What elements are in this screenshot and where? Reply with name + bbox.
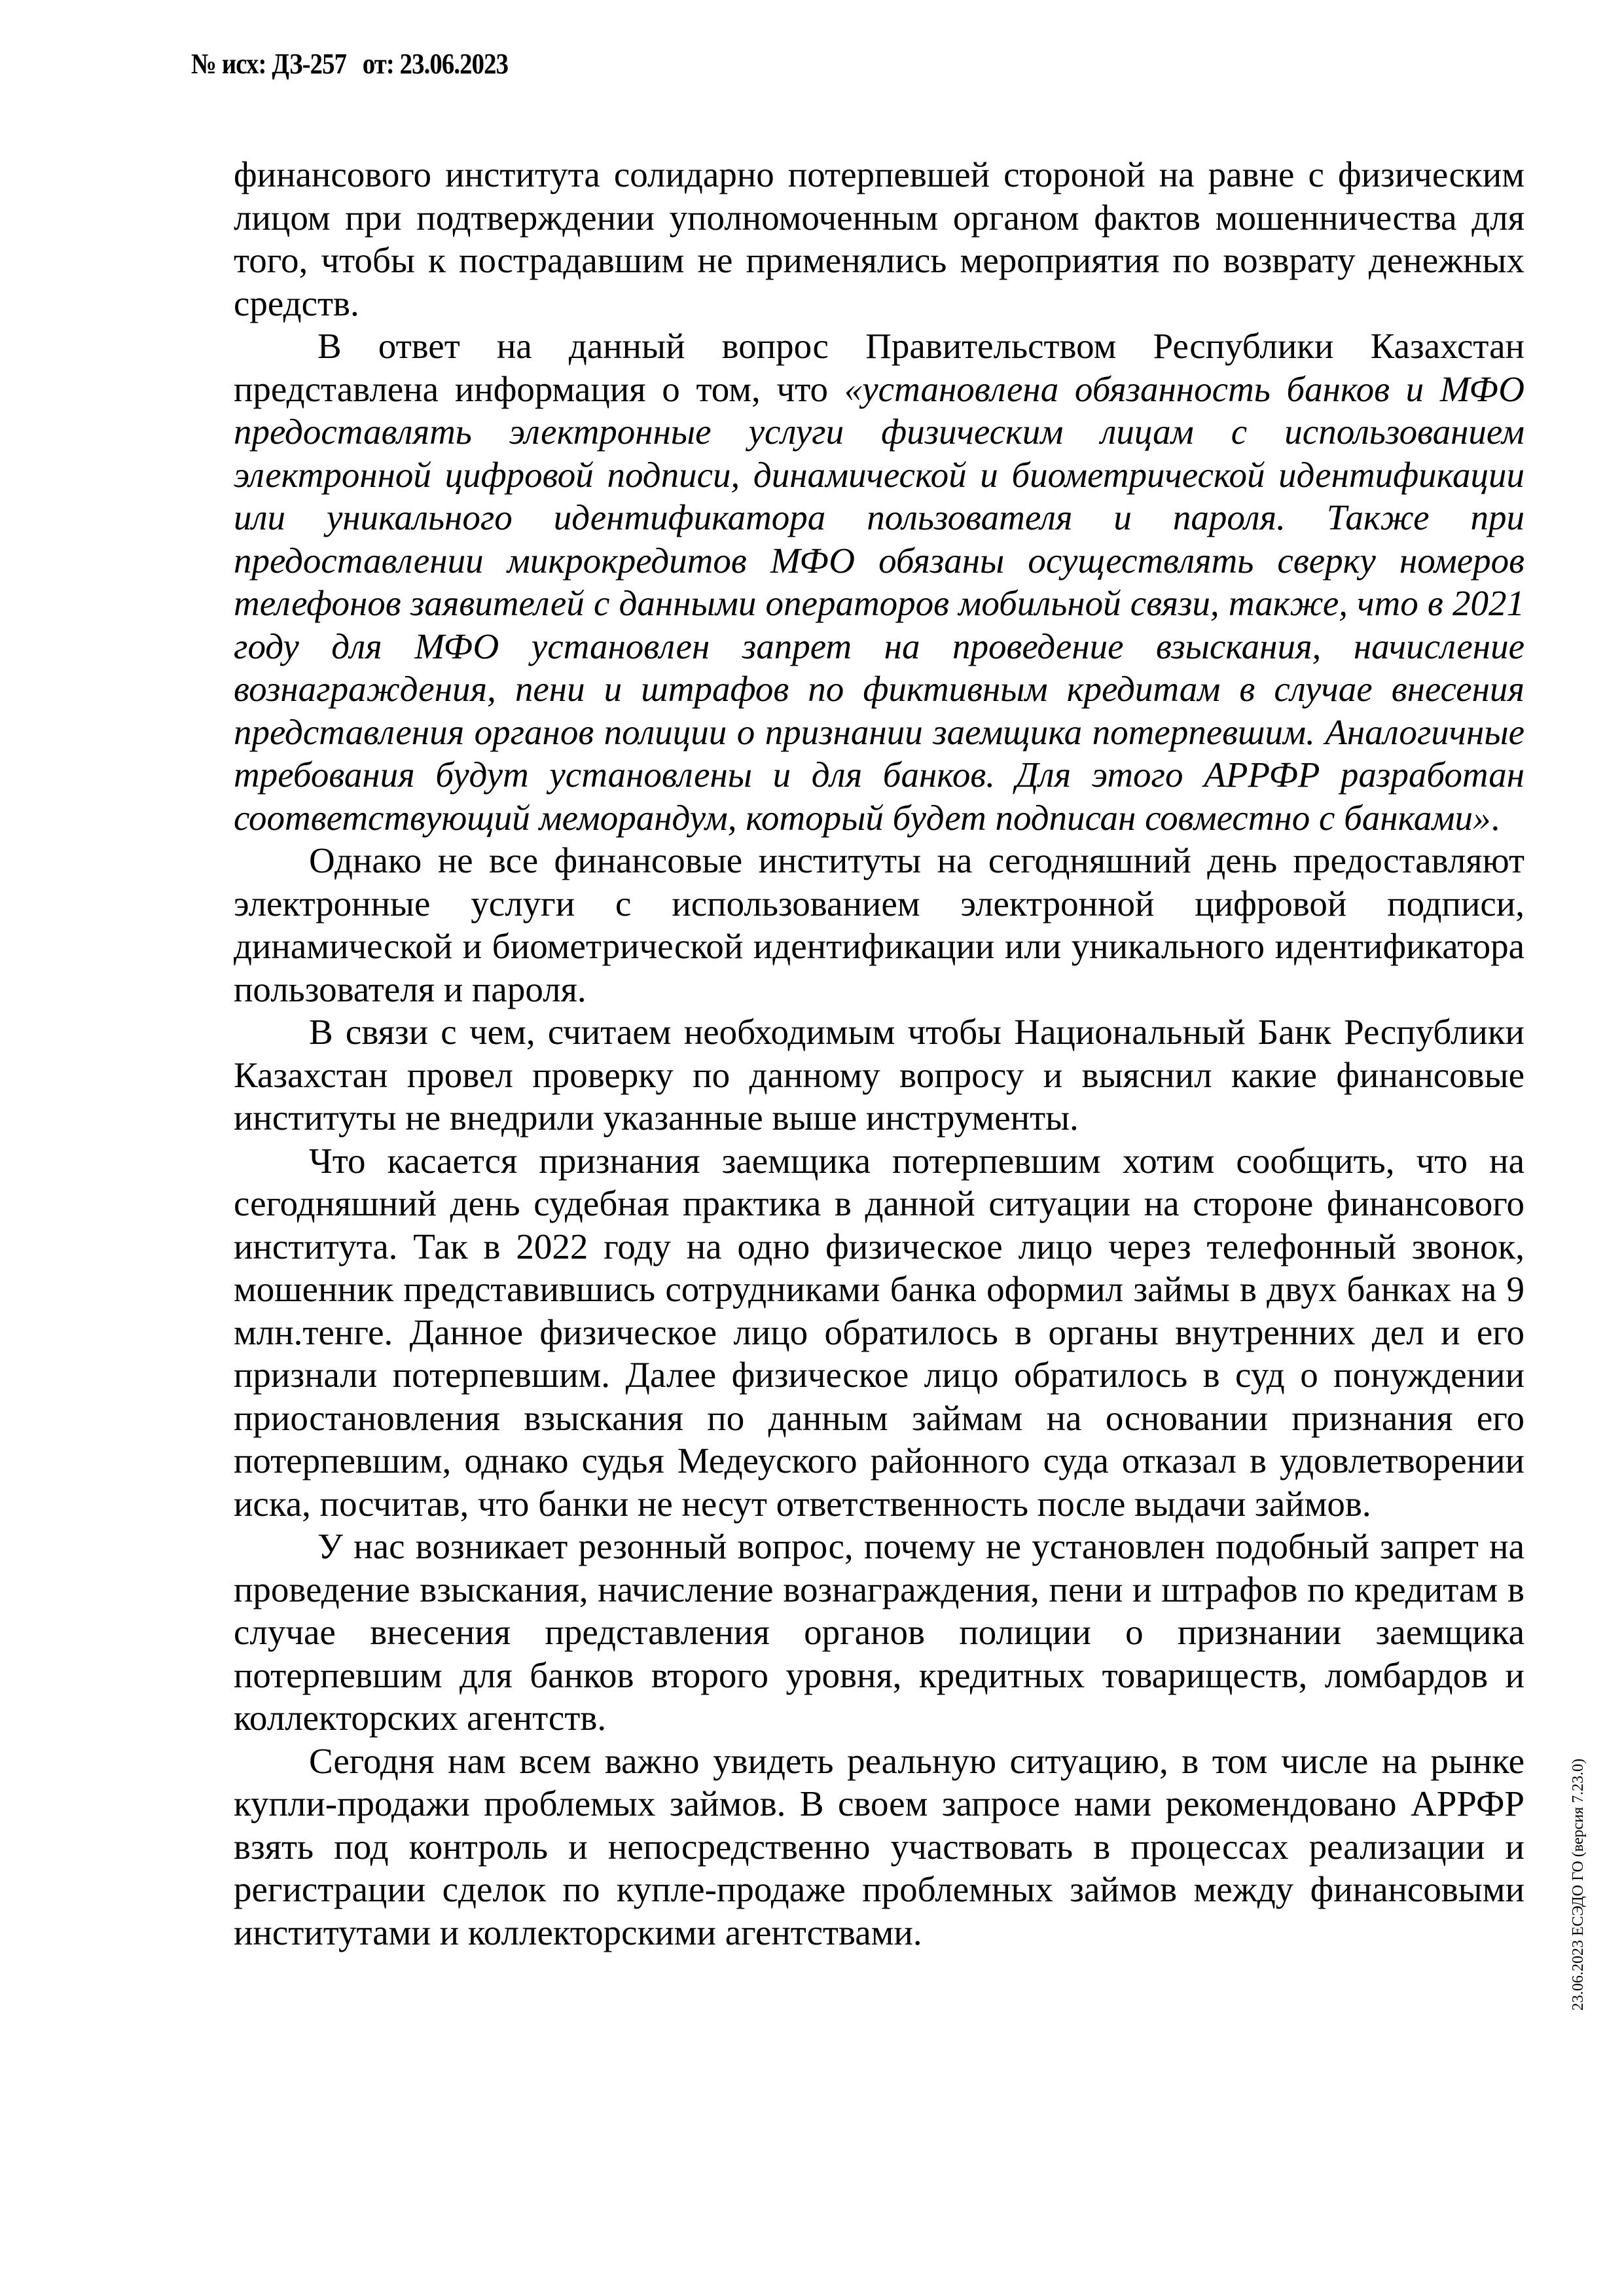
paragraph-6: У нас возникает резонный вопрос, почему не установлен подобный запрет на проведение взыскания, начисление вознаграждения, пени и штрафов по кредитам в случае внесения представления органов полиции о признании заемщика потерпевшим для банков второго уровня, кредитных товариществ, ломбардов и коллекторских агентств. [234,1526,1525,1738]
edms-side-stamp: 23.06.2023 ЕСЭДО ГО (версия 7.23.0) [1570,1758,1587,2011]
outgoing-number-label: № исх: ДЗ-257 [191,48,347,80]
paragraph-5: Что касается признания заемщика потерпевшим хотим сообщить, что на сегодняшний день судебная практика в данной ситуации на стороне финансового института. Так в 2022 году на одно физическое лицо через телефонный звонок, мошенник представившись сотрудниками банка оформил займы в двух банках на 9 млн.тенге. Данное физическое лицо обратилось в органы внутренних дел и его признали потерпевшим. Далее физическое лицо обратилось в суд о понуждении приостановления взыскания по данным займам на основании признания его потерпевшим, однако судья Медеуского районного суда отказал в удовлетворении иска, посчитав, что банки не несут ответственность после выдачи займов. [234,1140,1525,1524]
paragraph-2-lead: В ответ на данный вопрос Правительством Республики Казахстан представлена информация о том, что [234,326,1525,409]
paragraph-7: Сегодня нам всем важно увидеть реальную ситуацию, в том числе на рынке купли-продажи проблемых займов. В своем запросе нами рекомендовано АРРФР взять под контроль и непосредственно участвовать в процессах реализации и регистрации сделок по купле-продаже проблемных займов между финансовыми институтами и коллекторскими агентствами. [234,1740,1525,1952]
paragraph-2-tail: . [1490,797,1500,838]
government-quote: «установлена обязанность банков и МФО предоставлять электронные услуги физическим лицам с использованием электронной цифровой подписи, динамической и биометрической идентификации или уникального идентификатора пользователя и пароля. Также при предоставлении микрокредитов МФО обязаны осуществлять сверку номеров телефонов заявителей с данными операторов мобильной связи, также, что в 2021 году для МФО установлен запрет на проведение взыскания, начисление вознаграждения, пени и штрафов по фиктивным кредитам в случае внесения представления органов полиции о признании заемщика потерпевшим. Аналогичные требования будут установлены и для банков. Для этого АРРФР разработан соответствующий меморандум, который будет подписан совместно с банками» [234,368,1525,838]
paragraph-2 [234,325,1525,839]
outgoing-number [191,47,508,81]
paragraph-3: Однако не все финансовые институты на сегодняшний день предоставляют электронные услуги с использованием электронной цифровой подписи, динамической и биометрической идентификации или уникального идентификатора пользователя и пароля. [234,840,1525,1009]
paragraph-1: финансового института солидарно потерпевшей стороной на равне с физическим лицом при подтверждении уполномоченным органом фактов мошенничества для того, чтобы к пострадавшим не применялись мероприятия по возврату денежных средств. [234,154,1525,323]
letter-body [234,153,1525,1954]
outgoing-date-label: от: 23.06.2023 [362,48,509,80]
paragraph-4: В связи с чем, считаем необходимым чтобы Национальный Банк Республики Казахстан провел проверку по данному вопросу и выяснил какие финансовые институты не внедрили указанные выше инструменты. [234,1012,1525,1138]
